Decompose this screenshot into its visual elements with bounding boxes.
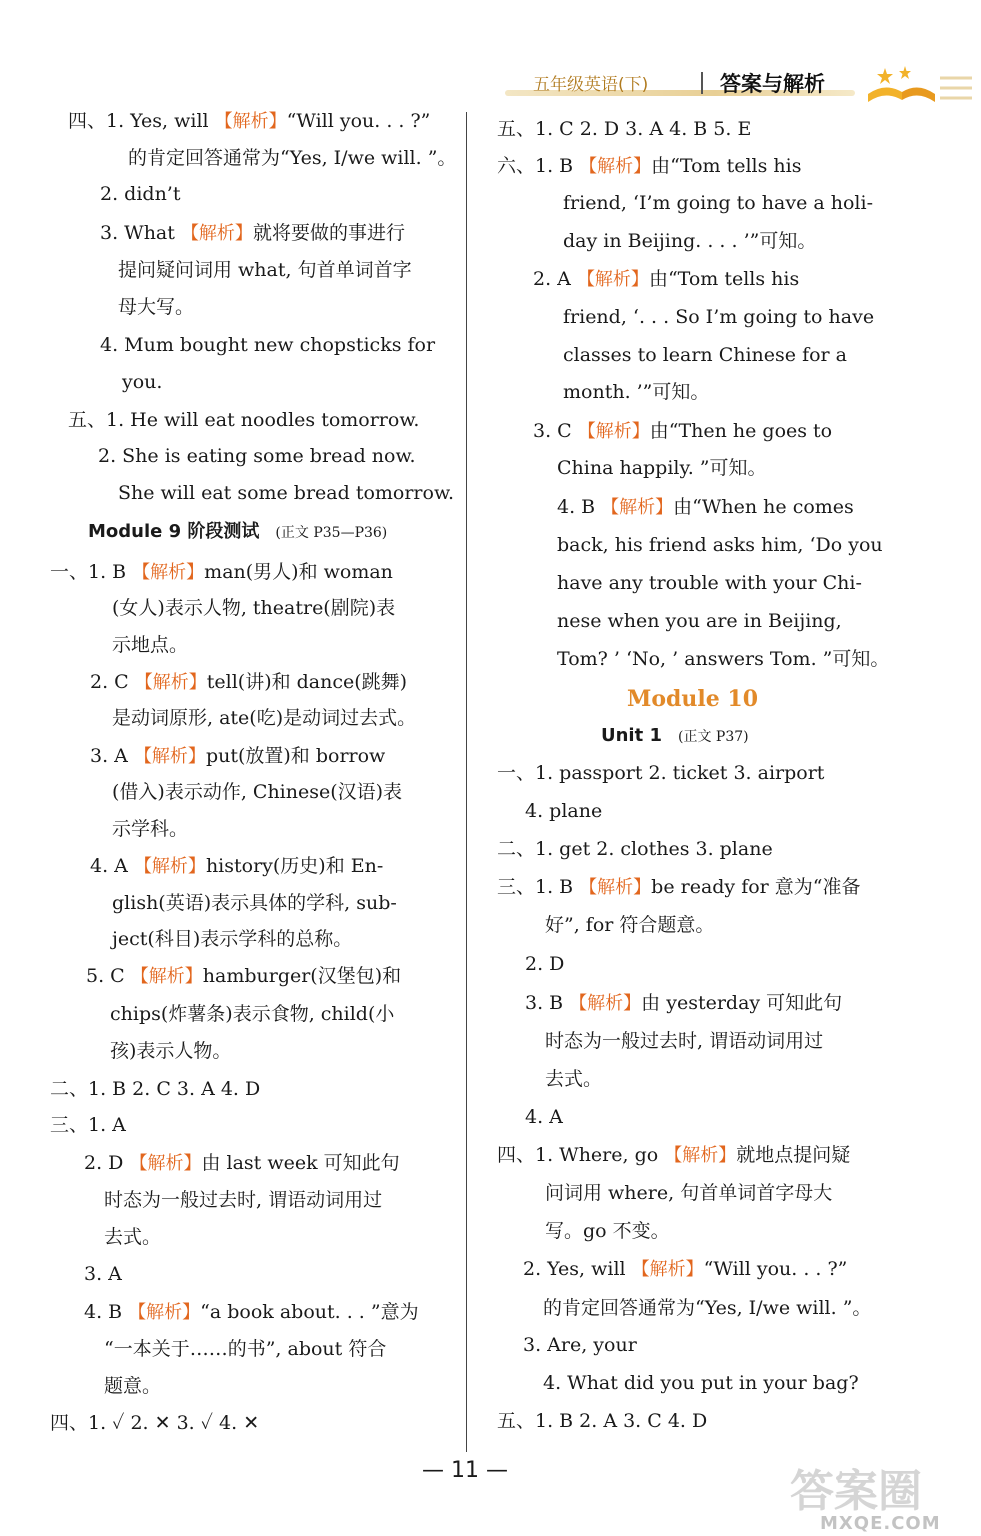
answer-line — [545, 912, 714, 938]
answer-text: 3. What — [100, 222, 181, 244]
analysis-text: man(男人)和 woman — [204, 561, 393, 583]
answer-line — [523, 1256, 847, 1283]
answer-line — [112, 926, 352, 952]
analysis-tag: 【解析】 — [579, 156, 652, 177]
answer-text: 3. Are, your — [523, 1334, 637, 1356]
header-subtitle: 五年级英语(下) — [533, 75, 649, 95]
answer-text: month. ’”可知。 — [563, 381, 710, 403]
answer-line — [68, 407, 419, 433]
answer-text: 2. Yes, will — [523, 1258, 632, 1280]
watermark-glyphs: 答案圈 — [790, 1466, 922, 1517]
answer-line — [84, 1261, 122, 1287]
answer-text: classes to learn Chinese for a — [563, 344, 847, 366]
answer-text: 三、1. B — [497, 876, 580, 898]
analysis-tag: 【解析】 — [664, 1145, 737, 1166]
answer-text: 三、1. A — [50, 1114, 126, 1136]
answer-text: China happily. ”可知。 — [557, 457, 767, 479]
answer-text: nese when you are in Beijing, — [557, 610, 842, 632]
answer-line — [533, 418, 832, 445]
answer-text: 2. D — [525, 953, 565, 975]
answer-text: 3. B — [525, 992, 570, 1014]
answer-line — [112, 705, 416, 731]
answer-text: 四、1. Where, go — [497, 1144, 665, 1166]
answer-line — [557, 532, 883, 558]
module-heading — [88, 518, 387, 546]
module-heading — [627, 686, 758, 713]
analysis-text: 由“Tom tells his — [651, 155, 802, 177]
answer-text: 3. A — [84, 1263, 122, 1285]
answer-text: 是动词原形, ate(吃)是动词过去式。 — [112, 707, 417, 729]
analysis-tag: 【解析】 — [214, 111, 287, 132]
analysis-tag: 【解析】 — [130, 966, 203, 987]
answer-text: 二、1. get 2. clothes 3. plane — [497, 838, 773, 860]
module-title: Module 9 阶段测试 — [88, 521, 260, 542]
answer-line — [533, 266, 799, 293]
answer-text: friend, ‘I’m going to have a holi- — [563, 192, 873, 214]
answer-text: 五、1. B 2. A 3. C 4. D — [497, 1410, 708, 1432]
answer-line — [545, 1218, 670, 1244]
answer-line — [104, 1187, 382, 1213]
answer-text: have any trouble with your Chi- — [557, 572, 862, 594]
answer-text: “一本关于……的书”, about 符合 — [104, 1338, 387, 1360]
answer-line — [563, 379, 709, 405]
answer-line — [90, 669, 407, 696]
answer-line — [118, 480, 454, 506]
analysis-tag: 【解析】 — [129, 1153, 202, 1174]
answer-line — [98, 443, 416, 469]
answer-line — [497, 153, 801, 180]
answer-text: day in Beijing. . . . ’”可知。 — [563, 230, 817, 252]
answer-text: 2. C — [90, 671, 135, 693]
answer-line — [90, 853, 383, 880]
answer-text: 五、1. C 2. D 3. A 4. B 5. E — [497, 118, 752, 140]
answer-line — [557, 608, 842, 634]
answer-line — [50, 559, 393, 586]
analysis-text: 由 yesterday 可知此句 — [641, 992, 843, 1014]
answer-text: 去式。 — [545, 1068, 603, 1090]
module-title: Module 10 — [627, 686, 759, 712]
analysis-text: 由“Then he goes to — [649, 420, 833, 442]
analysis-tag: 【解析】 — [132, 562, 205, 583]
answer-text: 一、1. B — [50, 561, 133, 583]
answer-text: 4. B — [557, 496, 602, 518]
answer-line — [523, 1332, 637, 1358]
answer-text: 2. A — [533, 268, 577, 290]
analysis-tag: 【解析】 — [134, 672, 207, 693]
answer-line — [497, 760, 824, 786]
header-separator — [701, 72, 703, 94]
answer-line — [122, 369, 162, 395]
answer-line — [84, 1150, 400, 1177]
answer-text: friend, ‘. . . So I’m going to have — [563, 306, 875, 328]
analysis-text: put(放置)和 borrow — [205, 745, 386, 767]
analysis-text: 由“When he comes — [673, 496, 854, 518]
answer-text: 4. A — [525, 1106, 563, 1128]
page-number: — 11 — — [422, 1458, 508, 1483]
unit-title: Unit 1 — [601, 725, 662, 746]
analysis-tag: 【解析】 — [180, 223, 253, 244]
answer-line — [497, 116, 751, 142]
analysis-tag: 【解析】 — [576, 269, 649, 290]
column-divider — [466, 112, 467, 1452]
answer-text: 好”, for 符合题意。 — [545, 914, 715, 936]
analysis-tag: 【解析】 — [128, 1302, 201, 1323]
analysis-text: tell(讲)和 dance(跳舞) — [206, 671, 408, 693]
analysis-text: “Will you. . . ?” — [703, 1258, 848, 1280]
answer-line — [563, 342, 847, 368]
answer-text: 问词用 where, 句首单词首字母大 — [545, 1182, 833, 1204]
answer-line — [110, 1038, 231, 1064]
answer-text: 4. What did you put in your bag? — [543, 1372, 859, 1394]
answer-text: 4. A — [90, 855, 134, 877]
answer-line — [100, 181, 180, 207]
answer-text: 的肯定回答通常为“Yes, I/we will. ”。 — [128, 147, 457, 169]
answer-text: 孩)表示人物。 — [110, 1040, 232, 1062]
analysis-tag: 【解析】 — [569, 993, 642, 1014]
answer-text: ject(科目)表示学科的总称。 — [112, 928, 353, 950]
answer-line — [557, 570, 862, 596]
answer-line — [497, 1408, 707, 1434]
answer-line — [100, 220, 405, 247]
answer-text: 2. didn’t — [100, 183, 181, 205]
answer-text: 时态为一般过去时, 谓语动词用过 — [104, 1189, 383, 1211]
answer-text: 四、1. ✓ 2. ✕ 3. ✓ 4. ✕ — [50, 1412, 260, 1434]
analysis-tag: 【解析】 — [579, 877, 652, 898]
analysis-text: be ready for 意为“准备 — [651, 876, 861, 898]
answer-text: 示学科。 — [112, 818, 189, 840]
page-header — [505, 62, 975, 106]
answer-text: She will eat some bread tomorrow. — [118, 482, 455, 504]
answer-line — [118, 294, 194, 320]
answer-text: glish(英语)表示具体的学科, sub- — [112, 892, 397, 914]
answer-text: 5. C — [86, 965, 131, 987]
answer-line — [525, 1104, 563, 1130]
answer-text: 3. A — [90, 745, 134, 767]
answer-line — [112, 890, 397, 916]
page-reference: (正文 P35—P36) — [275, 525, 388, 541]
answer-line — [100, 332, 435, 358]
answer-line — [557, 494, 854, 521]
answer-line — [50, 1076, 260, 1102]
answer-line — [497, 874, 861, 901]
answer-text: 五、1. He will eat noodles tomorrow. — [68, 409, 420, 431]
analysis-text: history(历史)和 En- — [205, 855, 384, 877]
unit-heading — [601, 722, 749, 750]
answer-line — [545, 1180, 832, 1206]
answer-text: 4. plane — [525, 800, 603, 822]
analysis-text: 由“Tom tells his — [648, 268, 800, 290]
analysis-tag: 【解析】 — [577, 421, 650, 442]
answer-text: 写。go 不变。 — [545, 1220, 670, 1242]
answer-line — [497, 836, 773, 862]
answer-text: you. — [122, 371, 163, 393]
analysis-text: “a book about. . . ”意为 — [200, 1301, 419, 1323]
answer-line — [112, 779, 402, 805]
answer-line — [128, 145, 456, 171]
answer-text: 题意。 — [104, 1375, 162, 1397]
answer-text: 4. Mum bought new chopsticks for — [100, 334, 436, 356]
page-reference: (正文 P37) — [678, 729, 749, 745]
analysis-tag: 【解析】 — [133, 746, 206, 767]
answer-line — [104, 1373, 161, 1399]
answer-line — [563, 190, 873, 216]
answer-text: 六、1. B — [497, 155, 580, 177]
answer-line — [50, 1112, 126, 1138]
answer-line — [110, 1001, 394, 1027]
answer-line — [525, 798, 602, 824]
answer-line — [112, 816, 188, 842]
analysis-tag: 【解析】 — [133, 856, 206, 877]
answer-line — [525, 990, 842, 1017]
answer-line — [104, 1224, 161, 1250]
answer-text: Tom? ’ ‘No, ’ answers Tom. ”可知。 — [557, 648, 890, 670]
answer-line — [557, 646, 889, 672]
answer-text: 一、1. passport 2. ticket 3. airport — [497, 762, 825, 784]
answer-text: chips(炸薯条)表示食物, child(小 — [110, 1003, 395, 1025]
answer-line — [50, 1410, 259, 1436]
answer-line — [557, 455, 767, 481]
answer-line — [563, 228, 816, 254]
answer-line — [84, 1299, 419, 1326]
answer-text: 的肯定回答通常为“Yes, I/we will. ”。 — [543, 1297, 872, 1319]
answer-text: 去式。 — [104, 1226, 162, 1248]
answer-line — [563, 304, 874, 330]
answer-line — [104, 1336, 386, 1362]
answer-text: 示地点。 — [112, 634, 189, 656]
answer-line — [68, 108, 430, 135]
analysis-text: 就地点提问疑 — [736, 1144, 851, 1166]
answer-text: 2. She is eating some bread now. — [98, 445, 416, 467]
watermark-url: MXQE.COM — [820, 1513, 941, 1534]
answer-text: 二、1. B 2. C 3. A 4. D — [50, 1078, 261, 1100]
answer-line — [118, 257, 412, 283]
answer-text: 2. D — [84, 1152, 130, 1174]
answer-line — [90, 743, 385, 770]
answer-line — [112, 595, 395, 621]
answer-text: 4. B — [84, 1301, 129, 1323]
analysis-text: hamburger(汉堡包)和 — [202, 965, 402, 987]
answer-text: 3. C — [533, 420, 578, 442]
answer-text: 提问疑问词用 what, 句首单词首字 — [118, 259, 412, 281]
answer-text: (借入)表示动作, Chinese(汉语)表 — [112, 781, 403, 803]
watermark-logo — [790, 1455, 975, 1535]
answer-text: back, his friend asks him, ‘Do you — [557, 534, 883, 556]
answer-line — [525, 951, 564, 977]
answer-line — [545, 1028, 823, 1054]
answer-line — [497, 1142, 850, 1169]
analysis-tag: 【解析】 — [631, 1259, 704, 1280]
analysis-text: 由 last week 可知此句 — [201, 1152, 400, 1174]
answer-line — [543, 1370, 859, 1396]
book-logo-icon — [860, 64, 975, 104]
answer-text: (女人)表示人物, theatre(剧院)表 — [112, 597, 396, 619]
answer-line — [543, 1295, 871, 1321]
answer-line — [112, 632, 188, 658]
answer-text: 四、1. Yes, will — [68, 110, 215, 132]
answer-text: 母大写。 — [118, 296, 195, 318]
analysis-text: 就将要做的事进行 — [252, 222, 405, 244]
header-title: 答案与解析 — [720, 72, 825, 96]
answer-line — [545, 1066, 602, 1092]
analysis-text: “Will you. . . ?” — [286, 110, 431, 132]
answer-text: 时态为一般过去时, 谓语动词用过 — [545, 1030, 824, 1052]
analysis-tag: 【解析】 — [601, 497, 674, 518]
answer-line — [86, 963, 401, 990]
